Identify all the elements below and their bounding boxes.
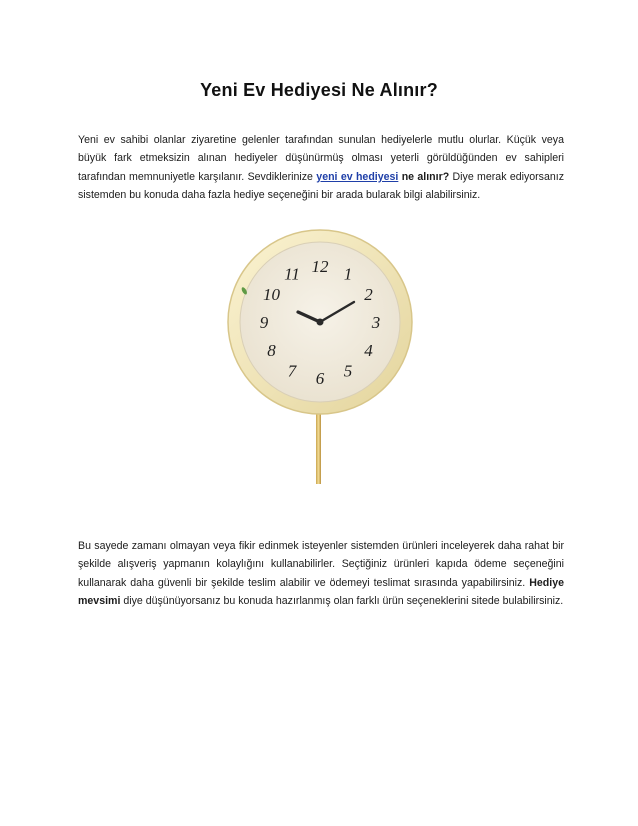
question-bold-text: ne alınır? [398,170,450,183]
clock-numeral: 8 [267,341,276,360]
closing-text-end: diye düşünüyorsanız bu konuda hazırlanmış olan farklı ürün seçeneklerini sitede bulabilirsiniz. [120,595,564,608]
page-title: Yeni Ev Hediyesi Ne Alınır? [200,80,438,100]
intro-paragraph [78,131,564,205]
intro-text-end: Diye merak ediyorsanız sistemden bu konuda daha fazla hediye seçeneğini bir arada bularak bilgi alabilirsiniz. [78,170,564,202]
clock-numeral: 12 [311,257,329,276]
clock-numeral: 4 [364,341,373,360]
clock-numeral: 2 [364,285,373,304]
intro-text: Yeni ev sahibi olanlar ziyaretine gelenler tarafından sunulan hediyelerle mutlu olurlar. Küçük veya büyük fark etmeksizin alınan hediyeler düşünürmüş olması yeterli görüldüğünden ev sahipleri tarafından memnuniyetle karşılanır. Sevdiklerinize [78,134,564,183]
pendulum-clock-image [222,224,418,520]
clock-numeral: 3 [371,313,381,332]
clock-numeral: 1 [343,264,353,284]
clock-numeral: 11 [284,264,300,284]
clock-numeral: 9 [259,313,269,332]
gift-season-bold-text: Hediye mevsimi [78,576,564,608]
gift-link[interactable]: yeni ev hediyesi [316,170,399,183]
closing-text: Bu sayede zamanı olmayan veya fikir edinmek isteyenler sistemden ürünleri inceleyerek daha rahat bir şekilde alışveriş yapmanın kolaylığını kullanabilirler. Seçtiğiniz ürünleri kapıda ödeme seçeneğini kullanarak daha güvenli bir şekilde teslim alabilir ve ödemeyi teslimat sırasında yapabilirsiniz. [78,540,564,589]
clock-numeral: 5 [343,361,353,381]
closing-paragraph [78,537,564,611]
clock-numeral: 10 [263,285,280,304]
clock-numeral: 7 [287,361,297,381]
hands-pivot [317,319,324,326]
clock-numeral: 6 [315,369,325,388]
